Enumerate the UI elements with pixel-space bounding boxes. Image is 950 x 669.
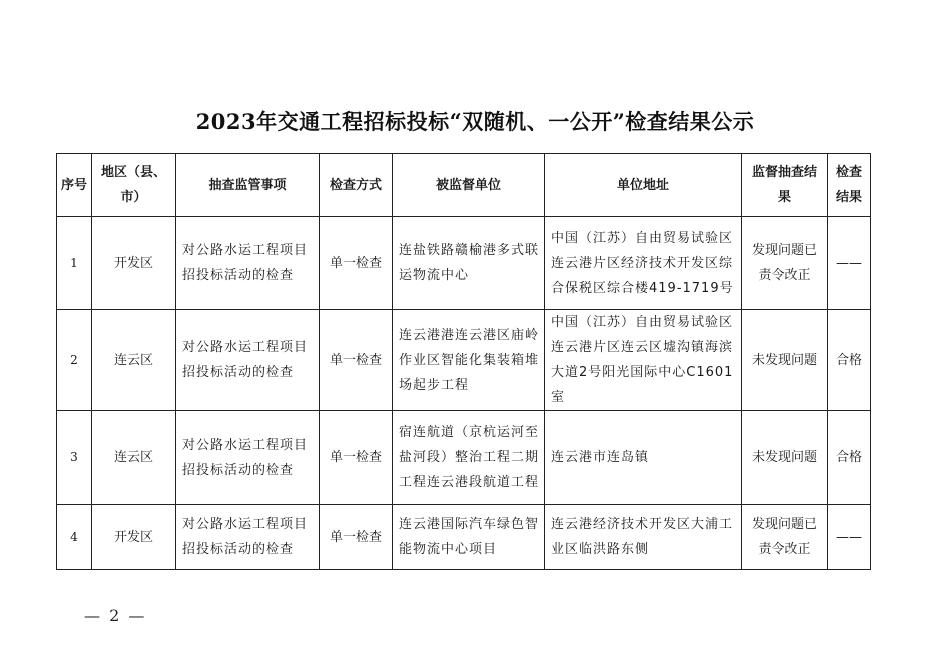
header-matter: 抽查监管事项 (176, 154, 320, 217)
cell-seq: 1 (57, 217, 92, 310)
header-supervision-result: 监督抽查结果 (742, 154, 828, 217)
cell-seq: 2 (57, 310, 92, 411)
cell-matter: 对公路水运工程项目招投标活动的检查 (176, 505, 320, 570)
cell-unit: 宿连航道（京杭运河至盐河段）整治工程二期工程连云港段航道工程 (393, 411, 545, 505)
cell-unit: 连云港国际汽车绿色智能物流中心项目 (393, 505, 545, 570)
cell-method: 单一检查 (320, 505, 393, 570)
cell-region: 连云区 (92, 310, 176, 411)
cell-address: 中国（江苏）自由贸易试验区连云港片区连云区墟沟镇海滨大道2号阳光国际中心C1601室 (545, 310, 742, 411)
cell-seq: 4 (57, 505, 92, 570)
cell-method: 单一检查 (320, 217, 393, 310)
table-row (57, 310, 871, 411)
cell-supervision-result: 发现问题已责令改正 (742, 217, 828, 310)
cell-seq: 3 (57, 411, 92, 505)
cell-supervision-result: 发现问题已责令改正 (742, 505, 828, 570)
cell-method: 单一检查 (320, 310, 393, 411)
cell-region: 连云区 (92, 411, 176, 505)
cell-unit: 连盐铁路赣榆港多式联运物流中心 (393, 217, 545, 310)
cell-supervision-result: 未发现问题 (742, 310, 828, 411)
cell-supervision-result: 未发现问题 (742, 411, 828, 505)
table-row (57, 217, 871, 310)
cell-unit: 连云港港连云港区庙岭作业区智能化集装箱堆场起步工程 (393, 310, 545, 411)
header-method: 检查方式 (320, 154, 393, 217)
cell-region: 开发区 (92, 505, 176, 570)
header-seq: 序号 (57, 154, 92, 217)
table-row (57, 411, 871, 505)
cell-matter: 对公路水运工程项目招投标活动的检查 (176, 217, 320, 310)
cell-matter: 对公路水运工程项目招投标活动的检查 (176, 310, 320, 411)
cell-method: 单一检查 (320, 411, 393, 505)
header-address: 单位地址 (545, 154, 742, 217)
cell-inspection-result: 合格 (828, 411, 871, 505)
cell-inspection-result: 合格 (828, 310, 871, 411)
cell-matter: 对公路水运工程项目招投标活动的检查 (176, 411, 320, 505)
page-number: — 2 — (84, 606, 147, 625)
cell-inspection-result: —— (828, 505, 871, 570)
header-inspection-result: 检查结果 (828, 154, 871, 217)
cell-address: 连云港经济技术开发区大浦工业区临洪路东侧 (545, 505, 742, 570)
table-header-row (57, 154, 871, 217)
results-table (56, 153, 871, 570)
cell-inspection-result: —— (828, 217, 871, 310)
page-title: 2023年交通工程招标投标“双随机、一公开”检查结果公示 (195, 109, 755, 134)
cell-region: 开发区 (92, 217, 176, 310)
header-region: 地区（县、市） (92, 154, 176, 217)
table-row (57, 505, 871, 570)
cell-address: 连云港市连岛镇 (545, 411, 742, 505)
header-unit: 被监督单位 (393, 154, 545, 217)
cell-address: 中国（江苏）自由贸易试验区连云港片区经济技术开发区综合保税区综合楼419-1719号 (545, 217, 742, 310)
